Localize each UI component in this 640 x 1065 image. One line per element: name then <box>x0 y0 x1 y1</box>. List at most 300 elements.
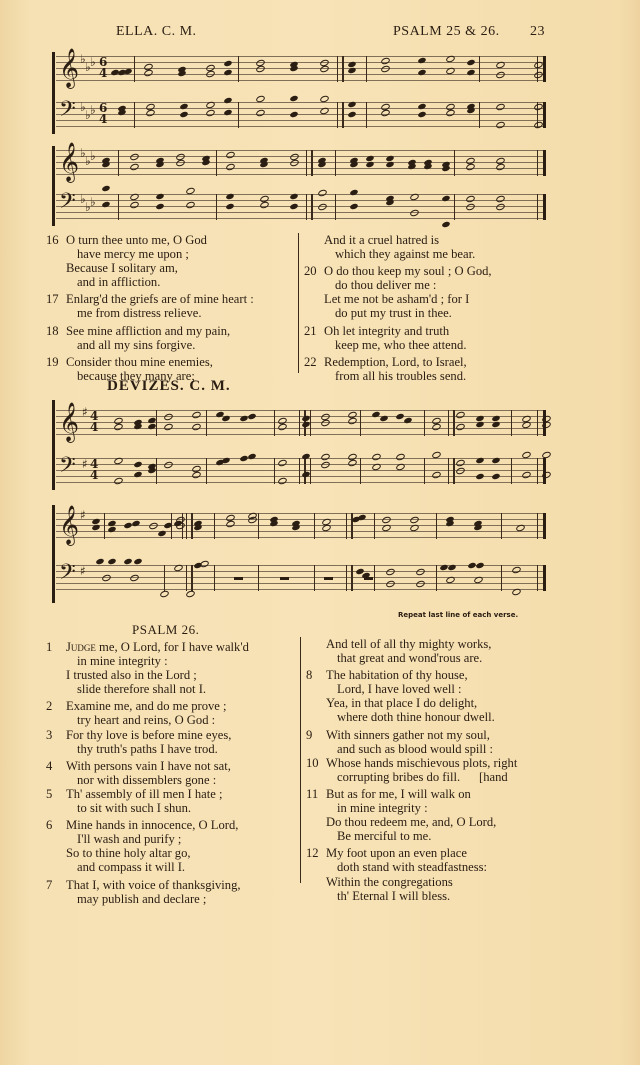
note-head <box>131 520 140 527</box>
note-head <box>541 451 552 460</box>
barline <box>360 458 361 484</box>
note-head <box>466 69 475 76</box>
note-head <box>415 568 426 577</box>
note-head <box>205 109 216 118</box>
note-head <box>320 453 331 462</box>
note-head <box>129 153 140 162</box>
final-barline <box>537 150 546 176</box>
verse-line: Let me not be asham'd ; for I <box>324 292 470 307</box>
barline <box>238 56 239 82</box>
note-head <box>225 151 236 160</box>
verse-line: I'll wash and purify ; <box>77 832 182 847</box>
verse-number: 4 <box>46 758 53 773</box>
verse-number: 12 <box>306 846 319 861</box>
verse-line: do thou deliver me : <box>335 278 437 293</box>
note-head <box>417 111 426 118</box>
tune-title-devizes: DEVIZES. C. M. <box>107 378 231 394</box>
note-head <box>107 526 116 533</box>
verse-number: 1 <box>46 640 53 654</box>
verse-line: Judge me, O Lord, for I have walk'd <box>66 640 249 654</box>
verse-number: 3 <box>46 727 53 742</box>
barline <box>479 56 480 82</box>
final-barline <box>537 194 546 220</box>
verse-20 <box>304 264 554 320</box>
time-signature: 4 4 <box>90 409 99 434</box>
verse-number: 5 <box>46 786 53 801</box>
verse-line: corrupting bribes do fill. [hand <box>337 769 508 784</box>
verse-line: So to thine holy altar go, <box>66 846 191 861</box>
staff-line <box>56 212 546 213</box>
note-head <box>277 477 288 486</box>
verse-17 <box>46 292 296 320</box>
bass-clef-icon: 𝄢 <box>59 560 76 590</box>
verse-line: have mercy me upon ; <box>77 247 189 262</box>
note-head <box>417 57 426 64</box>
barline <box>335 194 336 220</box>
barline <box>206 410 207 436</box>
double-barline <box>448 458 455 484</box>
key-signature-accidental: ♭ <box>80 146 86 160</box>
verse-22 <box>304 355 554 383</box>
note-head <box>191 411 202 420</box>
key-signature-accidental: ♭ <box>85 108 91 122</box>
drop-word: Judge <box>66 640 96 654</box>
double-barline <box>337 56 344 82</box>
verse-line: try heart and reins, O God : <box>77 713 216 728</box>
note-head <box>129 163 140 172</box>
repeat-footnote: Repeat last line of each verse. <box>398 611 519 619</box>
verse-line: Yea, in that place I do delight, <box>326 696 478 711</box>
verse-line: that great and wond'rous are. <box>337 651 483 666</box>
note-head <box>511 566 522 575</box>
barline <box>134 56 135 82</box>
verse-line: Whose hands mischievous plots, right <box>326 755 518 770</box>
verse-7 <box>46 878 304 906</box>
verse-line: Enlarg'd the griefs are of mine heart : <box>66 292 254 307</box>
verse-number: 21 <box>304 323 317 338</box>
verse-line: For thy love is before mine eyes, <box>66 727 232 742</box>
verse-line: and such as blood would spill : <box>337 741 494 756</box>
verse-line: Consider thou mine enemies, <box>66 354 213 369</box>
bass-staff <box>56 189 546 220</box>
note-head <box>395 413 404 420</box>
double-barline <box>346 565 353 591</box>
note-head <box>129 201 140 210</box>
key-signature-accidental: ♭ <box>85 60 91 74</box>
note-head <box>199 560 210 569</box>
key-signature-accidental: ♭ <box>85 200 91 214</box>
verse-line: doth stand with steadfastness: <box>337 860 488 875</box>
verse-number: 7 <box>46 877 53 892</box>
verse-line: Because I solitary am, <box>66 261 178 276</box>
final-barline <box>537 458 546 484</box>
time-signature: 6 4 <box>99 55 108 80</box>
treble-clef-icon: 𝄞 <box>59 505 80 545</box>
barline <box>214 565 215 591</box>
staff-line <box>56 531 546 532</box>
note-head <box>289 65 298 72</box>
verse-number: 10 <box>306 755 319 770</box>
verse-18 <box>46 324 296 352</box>
note-head <box>455 411 466 420</box>
double-barline <box>346 513 353 539</box>
note-head <box>133 461 142 468</box>
verse-line: Examine me, and do me prove ; <box>66 699 227 714</box>
note-head <box>445 520 454 527</box>
bass-staff <box>56 97 546 128</box>
key-signature-accidental: ♯ <box>80 564 86 578</box>
note-head <box>491 473 500 480</box>
note-head <box>423 163 432 170</box>
note-head <box>403 417 412 424</box>
barline <box>424 410 425 436</box>
note-head <box>466 59 475 66</box>
verse-10 <box>306 756 556 784</box>
note-head <box>407 163 416 170</box>
verse-4 <box>46 759 304 787</box>
music-system-devizes-2 <box>52 505 546 603</box>
note-head <box>255 109 266 118</box>
verse-line: thy truth's paths I have trod. <box>77 741 218 756</box>
verse-12 <box>306 846 556 902</box>
barline <box>366 102 367 128</box>
note-head <box>349 189 358 196</box>
note-head <box>117 109 126 116</box>
verse-line: and all my sins forgive. <box>77 337 196 352</box>
note-head <box>225 163 236 172</box>
barline <box>479 102 480 128</box>
note-head <box>495 203 506 212</box>
note-head <box>380 65 391 74</box>
note-head <box>148 522 159 531</box>
staff-line <box>56 80 546 81</box>
note-head <box>465 203 476 212</box>
staff-line <box>56 126 546 127</box>
note-head <box>129 574 140 583</box>
verse-line: But as for me, I will walk on <box>326 786 471 801</box>
barline <box>314 565 315 591</box>
verse-number: 8 <box>306 668 313 683</box>
note-head <box>455 423 466 432</box>
note-head <box>324 577 333 580</box>
note-head <box>395 453 406 462</box>
verse-line: Do thou redeem me, and, O Lord, <box>326 815 497 830</box>
verse-number: 11 <box>306 786 319 801</box>
treble-clef-icon: 𝄞 <box>59 402 80 442</box>
note-head <box>289 203 298 210</box>
note-head <box>247 453 256 460</box>
barline <box>134 102 135 128</box>
note-head <box>371 453 382 462</box>
system-brace <box>52 400 55 490</box>
staff-line <box>56 120 546 121</box>
double-barline <box>186 513 193 539</box>
note-head <box>495 103 506 112</box>
staff-line <box>56 174 546 175</box>
double-barline <box>306 194 313 220</box>
music-system-devizes-1 <box>52 400 546 490</box>
note-head <box>417 103 426 110</box>
note-head <box>177 70 186 77</box>
staff-line <box>56 519 546 520</box>
key-signature-accidental: ♭ <box>80 100 86 114</box>
time-signature: 4 4 <box>90 457 99 482</box>
note-head <box>101 574 112 583</box>
verse-number: 18 <box>46 323 59 338</box>
verse-number: 16 <box>46 233 59 247</box>
verse-line: O turn thee unto me, O God <box>66 233 207 247</box>
barline <box>156 410 157 436</box>
final-barline <box>537 565 546 591</box>
note-head <box>225 203 234 210</box>
note-head <box>415 580 426 589</box>
barline <box>374 513 375 539</box>
note-head <box>113 477 124 486</box>
note-head <box>163 413 174 422</box>
verse-line: me from distress relieve. <box>77 306 202 321</box>
staff-line <box>56 571 546 572</box>
key-signature-accidental: ♭ <box>90 195 96 209</box>
note-head <box>179 111 188 118</box>
note-head <box>347 111 356 118</box>
note-head <box>455 467 466 476</box>
verse-number: 2 <box>46 699 53 714</box>
note-head <box>133 471 142 478</box>
note-head <box>269 520 278 527</box>
note-head <box>441 195 450 202</box>
verse-line: and in affliction. <box>77 275 161 290</box>
barline <box>310 410 311 436</box>
barline <box>366 56 367 82</box>
key-signature-accidental: ♭ <box>85 154 91 168</box>
note-head <box>385 580 396 589</box>
bass-clef-icon: 𝄢 <box>59 453 76 483</box>
verse-line: where doth thine honour dwell. <box>337 710 495 725</box>
verse-line: do put my trust in thee. <box>335 306 452 321</box>
verse-number: 17 <box>46 292 59 307</box>
staff-line <box>56 583 546 584</box>
note-head <box>380 57 391 66</box>
treble-staff <box>56 505 546 545</box>
verse-line: I trusted also in the Lord ; <box>66 668 197 683</box>
staff-line <box>56 150 546 151</box>
double-barline <box>186 565 193 591</box>
running-head <box>0 24 640 44</box>
verse-line: Lord, I have loved well : <box>337 682 462 697</box>
staff-line <box>56 114 546 115</box>
note-head <box>201 159 210 166</box>
note-head <box>179 103 188 110</box>
page-number: 23 <box>530 24 545 39</box>
barline <box>454 194 455 220</box>
key-signature-accidental: ♭ <box>90 149 96 163</box>
note-head <box>280 577 289 580</box>
barline <box>454 150 455 176</box>
note-head <box>417 69 426 76</box>
note-head <box>475 562 484 569</box>
note-head <box>357 514 366 521</box>
barline <box>258 513 259 539</box>
note-head <box>101 201 110 208</box>
note-head <box>234 577 243 580</box>
note-head <box>317 203 328 212</box>
note-head <box>133 423 142 430</box>
barline <box>118 194 119 220</box>
verse-line: Be merciful to me. <box>337 829 432 844</box>
verse-16 <box>46 233 296 289</box>
double-barline <box>306 150 313 176</box>
note-head <box>431 471 442 480</box>
verse-number: 6 <box>46 818 53 833</box>
barline <box>374 565 375 591</box>
verse-line: may publish and declare ; <box>77 891 207 906</box>
verse-number: 20 <box>304 264 317 279</box>
note-head <box>185 201 196 210</box>
psalm26-left-column <box>46 640 304 909</box>
key-signature-accidental: ♯ <box>82 457 88 471</box>
verse-5 <box>46 787 304 815</box>
verse-line: O do thou keep my soul ; O God, <box>324 264 492 279</box>
system-brace <box>52 505 55 603</box>
verse-7-continued <box>306 637 556 665</box>
verse-line: With persons vain I have not sat, <box>66 758 231 773</box>
note-head <box>223 60 232 67</box>
verse-line: in mine integrity : <box>77 654 168 669</box>
key-signature-accidental: ♭ <box>90 103 96 117</box>
barline <box>258 565 259 591</box>
barline <box>424 458 425 484</box>
verse-line: nor with dissemblers gone : <box>77 772 217 787</box>
verse-line: to sit with such I shun. <box>77 801 192 816</box>
verse-11 <box>306 787 556 843</box>
staff-line <box>56 589 546 590</box>
note-head <box>247 413 256 420</box>
verse-9 <box>306 728 556 756</box>
note-head <box>495 121 506 130</box>
verse-line: Oh let integrity and truth <box>324 323 450 338</box>
verse-8 <box>306 668 556 724</box>
verse-line: That I, with voice of thanksgiving, <box>66 877 241 892</box>
verse-number: 9 <box>306 727 313 742</box>
note-head <box>163 423 174 432</box>
music-system-ella-1 <box>52 48 546 134</box>
key-signature-accidental: ♭ <box>80 192 86 206</box>
barline <box>164 565 165 591</box>
verse-6 <box>46 818 304 874</box>
treble-staff <box>56 48 546 88</box>
verse-line: from all his troubles send. <box>335 368 467 383</box>
note-head <box>521 471 532 480</box>
barline <box>216 194 217 220</box>
barline <box>274 458 275 484</box>
barline <box>118 150 119 176</box>
barline <box>436 513 437 539</box>
note-head <box>441 221 450 228</box>
barline <box>274 410 275 436</box>
note-head <box>465 195 476 204</box>
note-head <box>455 459 466 468</box>
note-head <box>409 516 420 525</box>
verse-line: in mine integrity : <box>337 801 428 816</box>
note-head <box>349 203 358 210</box>
psalm25-right-column <box>298 233 554 383</box>
barline <box>238 102 239 128</box>
note-head <box>475 473 484 480</box>
bass-clef-icon: 𝄢 <box>59 97 76 127</box>
barline <box>436 565 437 591</box>
note-head <box>317 189 328 198</box>
music-system-ella-2 <box>52 142 546 226</box>
note-head <box>155 203 164 210</box>
treble-clef-icon: 𝄞 <box>59 142 80 182</box>
verse-line: Within the congregations <box>326 874 453 889</box>
barline <box>216 150 217 176</box>
running-head-tune: ELLA. C. M. <box>116 24 197 39</box>
psalm26-right-column <box>300 637 556 903</box>
bass-staff <box>56 560 546 591</box>
staff-line <box>56 218 546 219</box>
barline <box>206 458 207 484</box>
barline <box>511 410 512 436</box>
barline <box>214 513 215 539</box>
verse-line: keep me, who thee attend. <box>335 337 467 352</box>
key-signature-accidental: ♭ <box>80 52 86 66</box>
verse-1 <box>46 640 304 696</box>
note-head <box>223 69 232 76</box>
system-brace <box>52 52 55 134</box>
verse-line: slide therefore shall not I. <box>77 682 207 697</box>
verse-line: And it a cruel hatred is <box>324 233 440 247</box>
double-barline <box>337 102 344 128</box>
barline <box>501 513 502 539</box>
verse-line: The habitation of thy house, <box>326 668 468 683</box>
verse-line: My foot upon an even place <box>326 846 467 861</box>
note-head <box>223 109 232 116</box>
verse-21 <box>304 324 554 352</box>
bass-clef-icon: 𝄢 <box>59 189 76 219</box>
verse-19-continued <box>304 233 554 261</box>
note-head <box>409 209 420 218</box>
note-head <box>385 568 396 577</box>
barline <box>360 410 361 436</box>
bass-staff <box>56 453 546 484</box>
verse-line: With sinners gather not my soul, <box>326 727 490 742</box>
note-head <box>320 461 331 470</box>
note-head <box>371 411 380 418</box>
verse-number: 22 <box>304 354 317 369</box>
note-head <box>495 71 506 80</box>
double-barline <box>448 410 455 436</box>
verse-2 <box>46 699 304 727</box>
verse-line: and compass it will I. <box>77 860 186 875</box>
note-head <box>159 590 170 599</box>
note-head <box>289 111 298 118</box>
note-head <box>533 121 544 130</box>
verse-line: th' Eternal I will bless. <box>337 888 451 903</box>
barline <box>335 150 336 176</box>
time-signature: 6 4 <box>99 101 108 126</box>
verse-line: Redemption, Lord, to Israel, <box>324 354 467 369</box>
verse-number: 19 <box>46 354 59 369</box>
running-head-psalm: PSALM 25 & 26. <box>393 24 500 39</box>
psalm-26-heading: PSALM 26. <box>132 622 200 637</box>
treble-clef-icon: 𝄞 <box>59 48 80 88</box>
verse-line: Th' assembly of ill men I hate ; <box>66 786 223 801</box>
verse-line: See mine affliction and my pain, <box>66 323 231 338</box>
verse-3 <box>46 728 304 756</box>
note-head <box>191 423 202 432</box>
verse-line: because they many are; <box>77 368 195 383</box>
